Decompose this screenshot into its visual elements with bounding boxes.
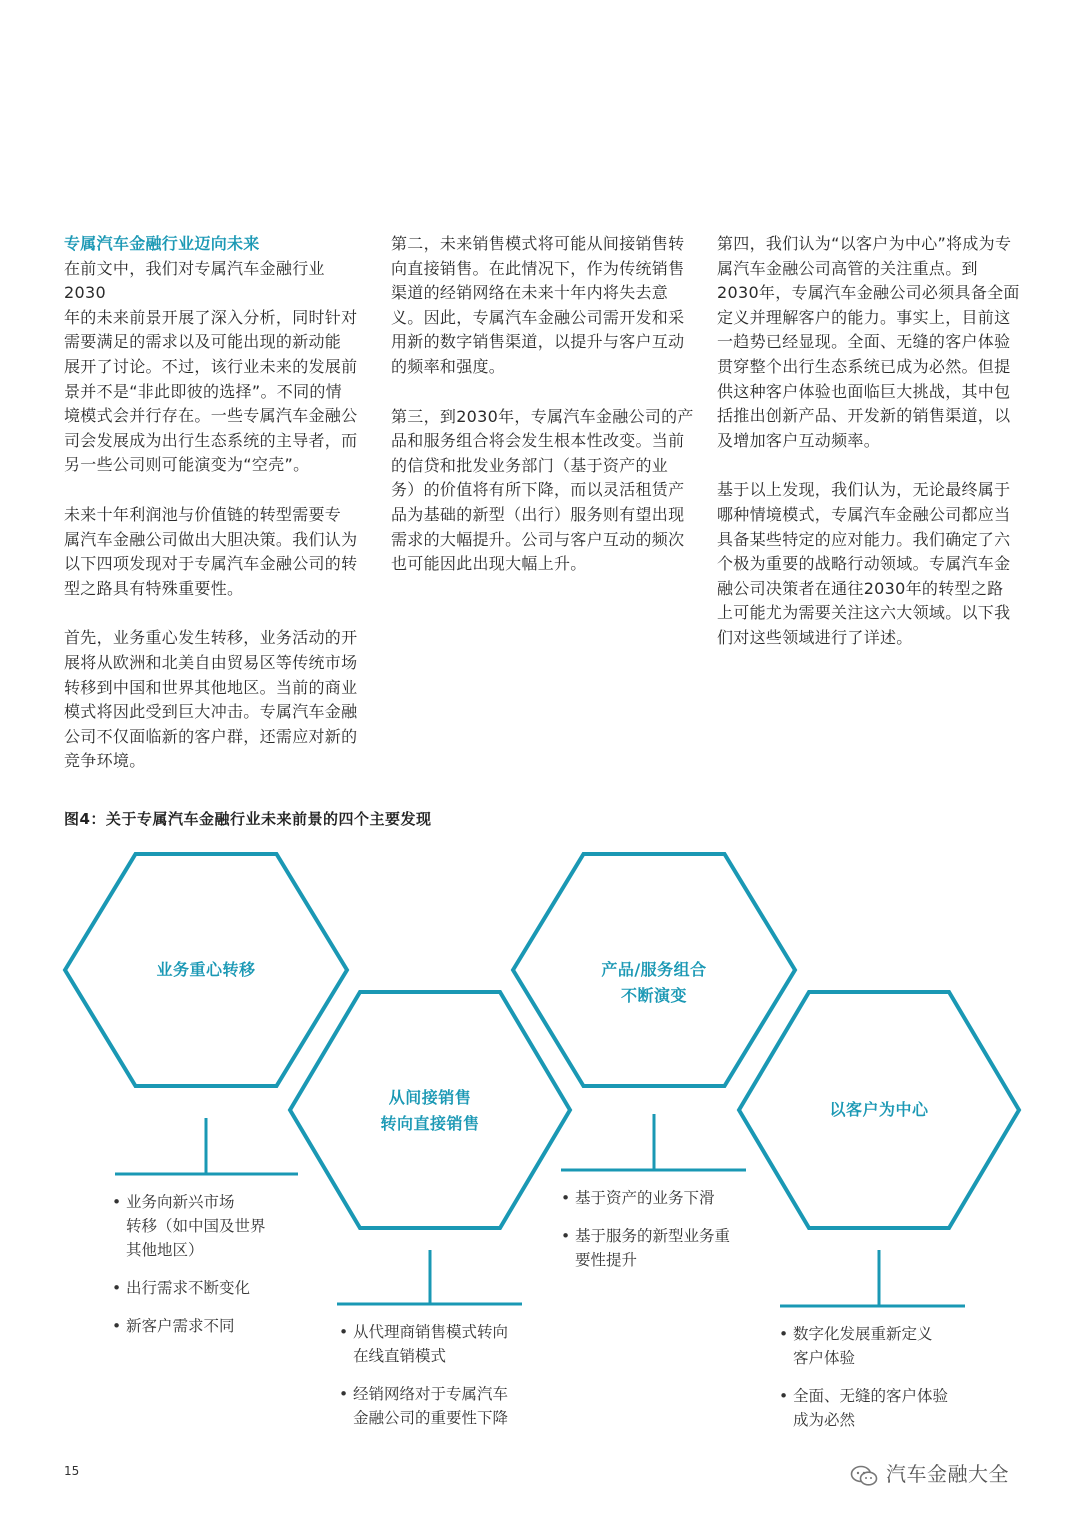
paragraph: 第二，未来销售模式将可能从间接销售转 向直接销售。在此情况下，作为传统销售 渠道的经销网络在未来十年内将失去意 义。因此，专属汽车金融公司需开发和采 用新的数字销售渠道，以提升与客户互动 的频率和强度。 — [391, 234, 685, 376]
figure-title: 图4：关于专属汽车金融行业未来前景的四个主要发现 — [64, 810, 432, 828]
hexagon-label-direct-sales: 从间接销售 转向直接销售 — [380, 1088, 480, 1133]
bullet-list-product-service — [561, 1186, 771, 1286]
list-item: • 基于资产的业务下滑 — [561, 1186, 771, 1210]
brand-name: 汽车金融大全 — [886, 1462, 1009, 1486]
list-item: • 数字化发展重新定义 客户体验 — [779, 1322, 989, 1370]
hexagon-label-business-shift: 业务重心转移 — [156, 960, 256, 979]
hexagon-label-customer-centric: 以客户为中心 — [829, 1100, 929, 1119]
article-column-3 — [717, 232, 1027, 676]
paragraph: 首先，业务重心发生转移，业务活动的开 展将从欧洲和北美自由贸易区等传统市场 转移到中国和世界其他地区。当前的商业 模式将因此受到巨大冲击。专属汽车金融 公司不仅面临新的客户群，还需应对新的 竞争环境。 — [64, 628, 358, 771]
bullet-list-business-shift — [112, 1190, 312, 1352]
list-item: • 经销网络对于专属汽车 金融公司的重要性下降 — [339, 1382, 549, 1430]
article-column-2 — [391, 232, 696, 602]
wechat-icon — [850, 1465, 878, 1487]
bullet-list-customer-centric — [779, 1322, 989, 1446]
hexagon-label-product-service: 产品/服务组合 不断演变 — [601, 960, 707, 1005]
section-heading: 专属汽车金融行业迈向未来 — [64, 234, 260, 253]
paragraph: 第四，我们认为“以客户为中心”将成为专 属汽车金融公司高管的关注重点。到 2030年，专属汽车金融公司必须具备全面 定义并理解客户的能力。事实上，目前这 一趋势已经显现。全面、无缝的客户体验 贯穿整个出行生态系统已成为必然。但提 供这种客户体验也面临巨大挑战，其中包 括推出创新产品、开发新的销售渠道，以 及增加客户互动频率。 — [717, 234, 1020, 450]
list-item: • 基于服务的新型业务重 要性提升 — [561, 1224, 771, 1272]
list-item: • 全面、无缝的客户体验 成为必然 — [779, 1384, 989, 1432]
brand-watermark — [850, 1458, 1009, 1487]
list-item: • 新客户需求不同 — [112, 1314, 312, 1338]
paragraph: 第三，到2030年，专属汽车金融公司的产 品和服务组合将会发生根本性改变。当前 的信贷和批发业务部门（基于资产的业 务）的价值将有所下降，而以灵活租赁产 品为基础的新型（出行）服务则有望出现 需求的大幅提升。公司与客户互动的频次 也可能因此出现大幅上升。 — [391, 406, 694, 574]
list-item: • 从代理商销售模式转向 在线直销模式 — [339, 1320, 549, 1368]
bullet-list-direct-sales — [339, 1320, 549, 1444]
paragraph: 基于以上发现，我们认为，无论最终属于 哪种情境模式，专属汽车金融公司都应当 具备某些特定的应对能力。我们确定了六 个极为重要的战略行动领域。专属汽车金 融公司决策者在通往2030年的转型之路 上可能尤为需要关注这六大领域。以下我 们对这些领域进行了详述。 — [717, 480, 1011, 647]
page-number: 15 — [64, 1464, 80, 1478]
paragraph: 在前文中，我们对专属汽车金融行业2030 年的未来前景开展了深入分析，同时针对 需要满足的需求以及可能出现的新动能 展开了讨论。不过，该行业未来的发展前 景并不是“非此即彼的选择”。不同的情 境模式会并行存在。一些专属汽车金融公 司会发展成为出行生态系统的主导者，而 另一些公司则可能演变为“空壳”。 — [64, 258, 358, 475]
article-column-1 — [64, 232, 364, 799]
list-item: • 出行需求不断变化 — [112, 1276, 312, 1300]
paragraph: 未来十年利润池与价值链的转型需要专 属汽车金融公司做出大胆决策。我们认为 以下四项发现对于专属汽车金融公司的转 型之路具有特殊重要性。 — [64, 504, 358, 598]
list-item: • 业务向新兴市场 转移（如中国及世界 其他地区） — [112, 1190, 312, 1262]
